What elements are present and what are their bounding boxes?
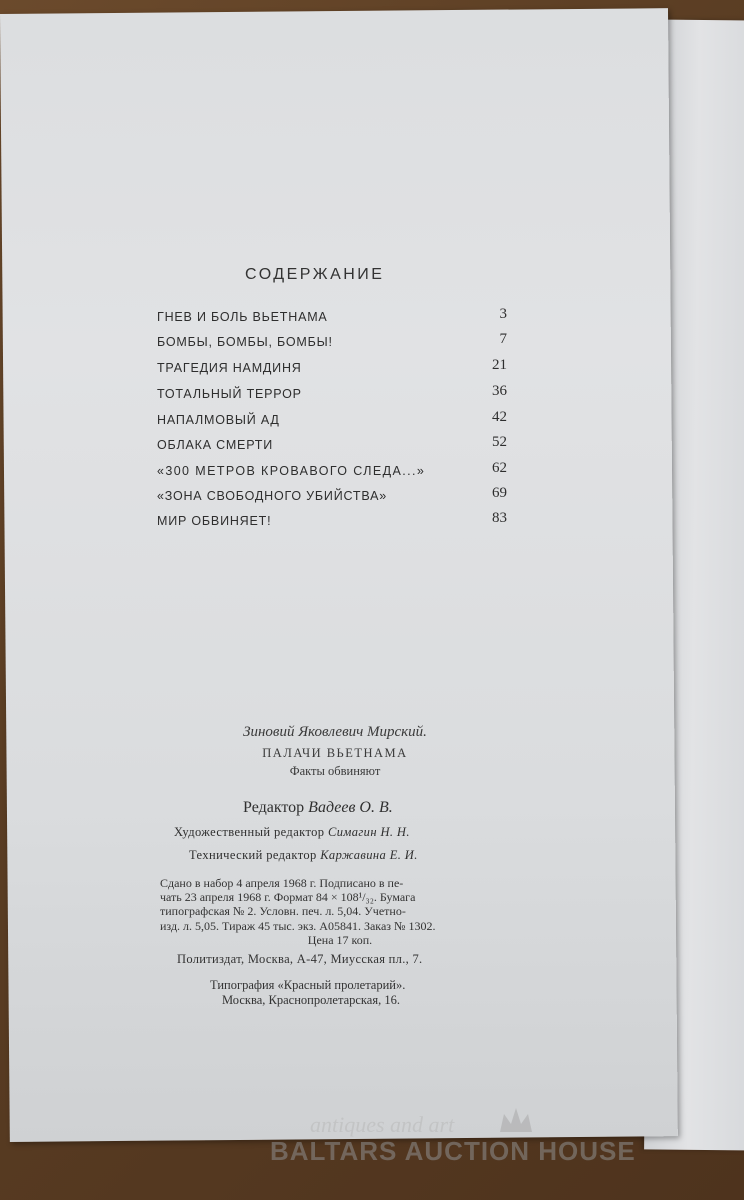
watermark-tagline: antiques and art — [310, 1112, 455, 1137]
watermark-brand: BALTARS AUCTION HOUSE — [270, 1136, 636, 1166]
toc-entry-label: МИР ОБВИНЯЕТ! — [157, 514, 272, 528]
toc-entry — [157, 357, 507, 379]
auction-watermark — [270, 1112, 670, 1172]
toc-entry — [157, 434, 507, 456]
art-editor-name: Симагин Н. Н. — [327, 825, 410, 839]
toc-entry-label: НАПАЛМОВЫЙ АД — [157, 413, 280, 427]
printer-address: Москва, Краснопролетарская, 16. — [222, 993, 400, 1007]
toc-entry-label: ГНЕВ И БОЛЬ ВЬЕТНАМА — [157, 310, 328, 324]
toc-heading: СОДЕРЖАНИЕ — [245, 266, 385, 283]
art-editor-label: Художественный редактор — [174, 825, 325, 839]
toc-entry-label: ТОТАЛЬНЫЙ ТЕРРОР — [157, 387, 302, 401]
toc-entry-page: 69 — [492, 485, 507, 501]
toc-entry — [157, 383, 507, 405]
printer-name: Типография «Красный пролетарий». — [210, 978, 406, 992]
printer-block — [210, 978, 405, 1008]
toc-entry-page: 83 — [492, 510, 507, 526]
imprint-line: Сдано в набор 4 апреля 1968 г. Подписано в пе- — [160, 876, 404, 890]
toc-entry-label: ОБЛАКА СМЕРТИ — [157, 438, 273, 452]
editor-label: Редактор — [243, 799, 305, 816]
imprint-line: типографская № 2. Условн. печ. л. 5,04. Учетно- — [160, 904, 406, 919]
imprint-block — [160, 876, 520, 947]
toc-entry-label: ТРАГЕДИЯ НАМДИНЯ — [157, 361, 302, 375]
toc-entry — [157, 331, 507, 353]
toc-entry-page: 52 — [492, 434, 507, 450]
author-name: Зиновий Яковлевич Мирский. — [243, 724, 427, 740]
toc-entry-label: «ЗОНА СВОБОДНОГО УБИЙСТВА» — [157, 489, 387, 503]
imprint-line: изд. л. 5,05. Тираж 45 тыс. экз. А05841. Заказ № 1302. — [160, 918, 436, 933]
price: Цена 17 коп. — [307, 932, 373, 947]
toc-entry — [157, 510, 507, 532]
toc-entry-label: «300 МЕТРОВ КРОВАВОГО СЛЕДА...» — [157, 464, 426, 478]
toc-entry — [157, 306, 507, 328]
editor-name: Вадеев О. В. — [308, 799, 393, 816]
editor-credit — [243, 799, 393, 817]
toc-entry-page: 42 — [492, 409, 507, 425]
toc-entry — [157, 409, 507, 431]
book-title: ПАЛАЧИ ВЬЕТНАМА — [262, 746, 408, 760]
toc-entry-page: 3 — [499, 306, 507, 322]
tech-editor-label: Технический редактор — [189, 848, 317, 862]
toc-entry-label: БОМБЫ, БОМБЫ, БОМБЫ! — [157, 335, 333, 349]
publisher-address: Политиздат, Москва, А-47, Миусская пл., 7. — [177, 952, 423, 966]
toc-entry — [157, 460, 507, 482]
crown-icon — [498, 1106, 534, 1136]
toc-entry-page: 36 — [492, 383, 507, 399]
book-subtitle: Факты обвиняют — [289, 764, 381, 778]
toc-entry-page: 62 — [492, 460, 507, 476]
tech-editor-name: Каржавина Е. И. — [320, 848, 418, 862]
tech-editor-credit — [189, 848, 418, 863]
toc-entry — [157, 485, 507, 507]
imprint-line: чать 23 апреля 1968 г. Формат 84 × 108¹/₃₂. Бумага — [160, 890, 416, 905]
toc-entry-page: 21 — [492, 357, 507, 373]
toc-entry-page: 7 — [499, 331, 507, 347]
art-editor-credit — [174, 825, 410, 840]
